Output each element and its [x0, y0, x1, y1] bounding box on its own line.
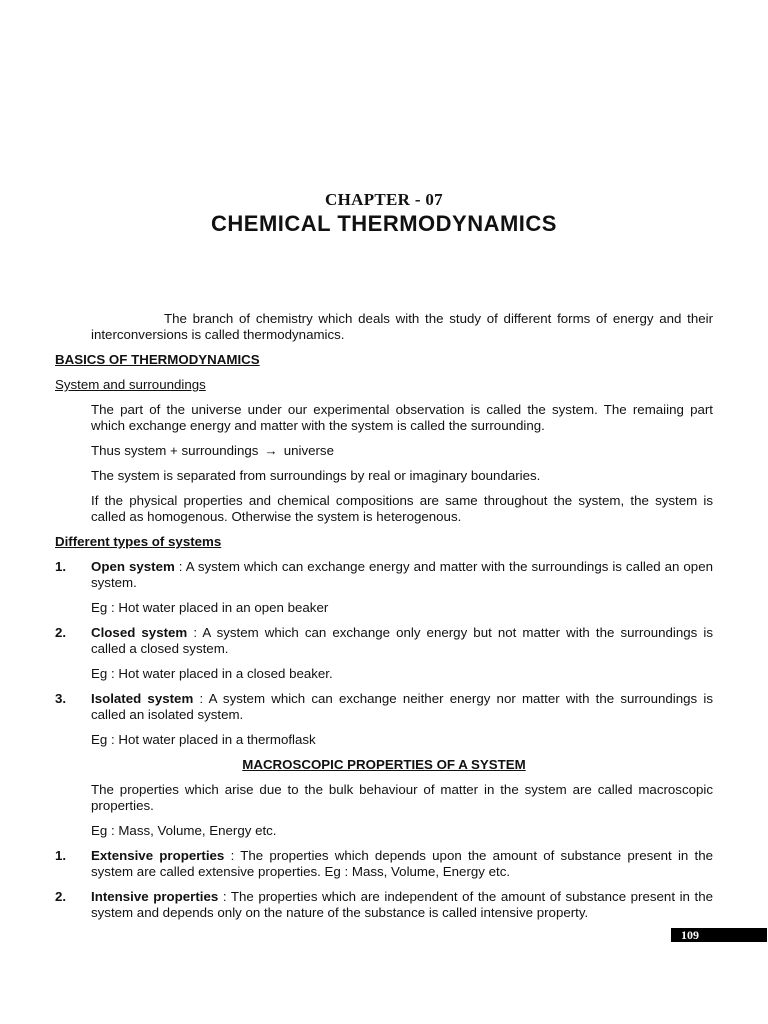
content-body	[55, 311, 713, 921]
list-item-text	[91, 848, 713, 880]
list-number: 2.	[55, 625, 67, 640]
intro-paragraph: The branch of chemistry which deals with the study of different forms of energy and their interconversions is called thermodynamics.	[91, 311, 713, 342]
section-heading-macroscopic	[55, 757, 713, 773]
right-arrow-icon: →	[264, 443, 278, 458]
term-definition: : A system which can exchange neither energy nor matter with the surroundings is called an isolated system.	[91, 691, 713, 722]
list-item-text	[91, 691, 713, 723]
section-heading-basics: BASICS OF THERMODYNAMICS	[55, 352, 260, 367]
term-definition: : The properties which are independent of the amount of substance present in the system and depends only on the nature of the substance is called intensive property.	[91, 889, 713, 920]
list-number: 2.	[55, 889, 67, 904]
paragraph-universe-relation	[55, 443, 713, 459]
term-label: Open system	[91, 559, 175, 574]
list-item-intensive	[55, 889, 713, 921]
term-definition: : A system which can exchange only energy but not matter with the surroundings is called a closed system.	[91, 625, 714, 656]
list-item-text	[91, 559, 713, 591]
chapter-label: CHAPTER - 07	[325, 190, 443, 209]
list-item-text	[91, 625, 713, 657]
list-number: 1.	[55, 848, 67, 863]
term-definition: : A system which can exchange energy and matter with the surroundings is called an open system.	[91, 559, 713, 590]
list-item-text	[91, 889, 713, 921]
term-label: Intensive properties	[91, 889, 219, 904]
list-number: 3.	[55, 691, 67, 706]
list-item-extensive	[55, 848, 713, 880]
example-closed-system: Eg : Hot water placed in a closed beaker.	[91, 666, 333, 681]
list-number: 1.	[55, 559, 67, 574]
list-item-isolated-system	[55, 691, 713, 723]
relation-left: Thus system + surroundings	[91, 443, 259, 458]
list-item-open-system	[55, 559, 713, 591]
term-label: Closed system	[91, 625, 188, 640]
example-isolated-system: Eg : Hot water placed in a thermoflask	[91, 732, 316, 747]
example-open-system: Eg : Hot water placed in an open beaker	[91, 600, 329, 615]
term-label: Extensive properties	[91, 848, 225, 863]
page-number: 109	[671, 928, 767, 942]
term-label: Isolated system	[91, 691, 194, 706]
subheading-system-surroundings: System and surroundings	[55, 377, 206, 392]
section-heading-types: Different types of systems	[55, 534, 222, 549]
example-macroscopic: Eg : Mass, Volume, Energy etc.	[91, 823, 277, 838]
term-definition: : The properties which depends upon the amount of substance present in the system are called extensive properties. Eg : Mass, Volume, Energy etc.	[91, 848, 714, 879]
paragraph-boundaries: The system is separated from surroundings by real or imaginary boundaries.	[91, 468, 541, 483]
macroscopic-heading-text: MACROSCOPIC PROPERTIES OF A SYSTEM	[242, 757, 526, 772]
chapter-title: CHEMICAL THERMODYNAMICS	[211, 211, 557, 236]
paragraph-homogenous: If the physical properties and chemical compositions are same throughout the system, the system is called as homogenous. Otherwise the system is heterogenous.	[91, 493, 713, 524]
list-item-closed-system	[55, 625, 713, 657]
paragraph-macroscopic-definition: The properties which arise due to the bulk behaviour of matter in the system are called macroscopic properties.	[91, 782, 713, 813]
relation-right: universe	[283, 443, 334, 458]
paragraph-system-definition: The part of the universe under our experimental observation is called the system. The remaiing part which exchange energy and matter with the system is called the surrounding.	[91, 402, 713, 433]
